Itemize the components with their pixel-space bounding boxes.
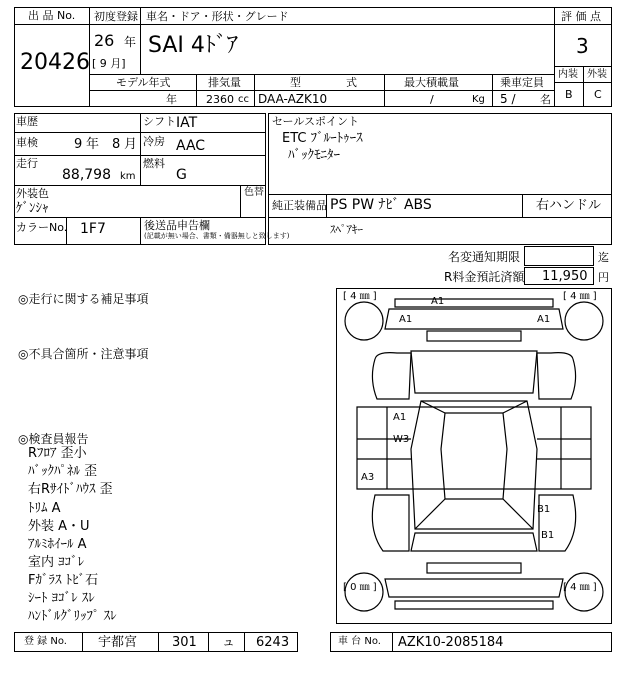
cabin-outline: [411, 401, 537, 529]
color-no-value: 1F7: [80, 221, 106, 237]
first-reg-label: 初度登録: [94, 10, 138, 23]
list-item: ﾄﾘﾑ A: [28, 501, 61, 516]
mileage-unit: km: [120, 171, 136, 182]
docs-label: 後送品申告欄: [144, 219, 210, 232]
list-item: 外装 A・U: [28, 519, 90, 534]
defects-label: ◎不具合箇所・注意事項: [18, 347, 149, 361]
type-label: 型: [290, 76, 301, 89]
mark-roof-a: A1: [393, 412, 407, 423]
list-item: ﾊﾞｯｸﾊﾟﾈﾙ 歪: [28, 464, 98, 479]
inspection-month: 8: [112, 137, 121, 152]
equip-value: PS PW ﾅﾋﾞ ABS: [330, 197, 432, 213]
list-item: ﾊﾝﾄﾞﾙｸﾞﾘｯﾌﾟ ｽﾚ: [28, 609, 117, 624]
tire-br-depth: [ 4 ㎜ ]: [563, 582, 597, 593]
reg-year: 26: [94, 31, 115, 50]
capacity: 5 /: [500, 92, 516, 106]
color-no-label: カラーNo.: [16, 221, 68, 234]
extra-equip: ｽﾍﾟｱｷｰ: [330, 223, 363, 236]
sales-label: セールスポイント: [272, 115, 360, 128]
displacement-label: 排気量: [208, 76, 241, 89]
car-name-label: 車名・ドア・形状・グレード: [146, 10, 289, 23]
right-fender: [537, 353, 576, 399]
rear-panel: [385, 579, 563, 597]
max-load-unit: Kg: [472, 94, 485, 105]
chassis-label: 車 台 No.: [338, 636, 381, 647]
capacity-label: 乗車定員: [500, 76, 544, 89]
chassis-value: AZK10-2085184: [398, 635, 504, 650]
reg-kana: ュ: [222, 635, 236, 650]
color-change-label: 色替: [244, 187, 264, 198]
capacity-unit: 名: [540, 93, 551, 106]
left-rear-fender: [372, 495, 409, 551]
deadline-label: 名変通知期限: [448, 250, 521, 264]
inspection-year: 9: [74, 137, 83, 152]
list-item: ｱﾙﾐﾎｲｰﾙ A: [28, 537, 87, 552]
left-fender: [372, 353, 411, 399]
rear-garnish: [427, 563, 521, 573]
interior-label: 内装: [558, 69, 578, 80]
deadline-unit: 迄: [598, 251, 609, 264]
car-diagram-drawing: [337, 289, 611, 623]
max-load: /: [430, 93, 434, 106]
docs-note: (記載が無い場合、書類・備器無しと致します): [144, 232, 290, 240]
score: 3: [576, 34, 589, 58]
inspection-year-unit: 年: [86, 137, 100, 152]
aircon-label: 冷房: [143, 135, 165, 148]
shift-value: IAT: [176, 115, 198, 131]
exterior-label: 外装: [587, 69, 607, 80]
sales-line-2: ﾊﾞｯｸﾓﾆﾀｰ: [288, 148, 340, 163]
steering: 右ハンドル: [536, 198, 602, 213]
rear-bumper: [395, 601, 553, 609]
car-name: SAI 4ﾄﾞｱ: [148, 33, 238, 58]
roof: [441, 413, 507, 499]
ext-color-value: ｹﾞﾝｼｬ: [16, 201, 49, 216]
aircon-value: AAC: [176, 138, 206, 154]
tire-bl-depth: [ 0 ㎜ ]: [343, 582, 377, 593]
list-item: Fｶﾞﾗｽ ﾄﾋﾞ石: [28, 573, 99, 588]
recycle-unit: 円: [598, 271, 609, 284]
model-year-label: モデル年式: [116, 76, 171, 89]
type-value: DAA-AZK10: [258, 92, 328, 106]
mark-rear-b1a: B1: [537, 504, 551, 515]
tire-front-left: [345, 302, 383, 340]
type-label-2: 式: [346, 76, 357, 89]
inspection-label: 車検: [16, 136, 38, 149]
reg-num: 6243: [256, 635, 290, 650]
equip-label: 純正装備品: [272, 199, 327, 212]
car-diagram: [336, 288, 612, 624]
ext-color-label: 外装色: [16, 187, 49, 200]
inspection-month-unit: 月: [124, 137, 138, 152]
reg-no-label: 登 録 No.: [24, 636, 67, 647]
sales-line-1: ETC ﾌﾞﾙｰﾄｩｰｽ: [282, 131, 363, 146]
deadline-box: [524, 246, 594, 266]
fuel-label: 燃料: [143, 157, 165, 170]
mark-rear-b1b: B1: [541, 530, 555, 541]
tire-front-right: [565, 302, 603, 340]
reg-area: 宇都宮: [98, 635, 138, 650]
list-item: 室内 ﾖｺﾞﾚ: [28, 555, 85, 570]
list-item: Rﾌﾛｱ 歪小: [28, 446, 87, 461]
tire-tl-depth: [ 4 ㎜ ]: [343, 291, 377, 302]
trunk: [411, 533, 537, 551]
recycle-label: R料金預託済額: [444, 270, 525, 284]
hood: [411, 351, 537, 393]
reg-year-unit: 年: [124, 35, 137, 49]
lot-no: 20426: [20, 50, 90, 75]
front-bumper: [395, 296, 553, 307]
mileage-value: 88,798: [62, 167, 111, 183]
mark-roof-w: W3: [393, 434, 410, 445]
shift-label: シフト: [143, 115, 176, 128]
driving-notes-label: ◎走行に関する補足事項: [18, 292, 149, 306]
reg-month: [ 9 月]: [92, 57, 126, 70]
model-year-unit: 年: [166, 93, 177, 106]
reg-class: 301: [172, 635, 197, 650]
grille: [427, 331, 521, 341]
tire-tr-depth: [ 4 ㎜ ]: [563, 291, 597, 302]
mark-side-left: A3: [361, 472, 375, 483]
mark-front-bumper: A1: [431, 296, 445, 307]
recycle-value: 11,950: [542, 269, 588, 284]
fuel-value: G: [176, 167, 187, 183]
mileage-label: 走行: [16, 157, 38, 170]
max-load-label: 最大積載量: [404, 76, 459, 89]
displacement: 2360: [206, 93, 234, 106]
list-item: ｼｰﾄ ﾖｺﾞﾚ ｽﾚ: [28, 591, 95, 606]
interior-grade: B: [565, 88, 573, 101]
lot-no-label: 出 品 No.: [28, 9, 76, 22]
inspector-label: ◎検査員報告: [18, 432, 89, 446]
list-item: 右Rｻｲﾄﾞﾊｳｽ 歪: [28, 482, 113, 497]
mark-front-right: A1: [537, 314, 551, 325]
exterior-grade: C: [594, 88, 602, 101]
score-label: 評 価 点: [561, 10, 601, 23]
displacement-unit: cc: [238, 94, 249, 105]
history-label: 車歴: [16, 115, 38, 128]
mark-front-left: A1: [399, 314, 413, 325]
